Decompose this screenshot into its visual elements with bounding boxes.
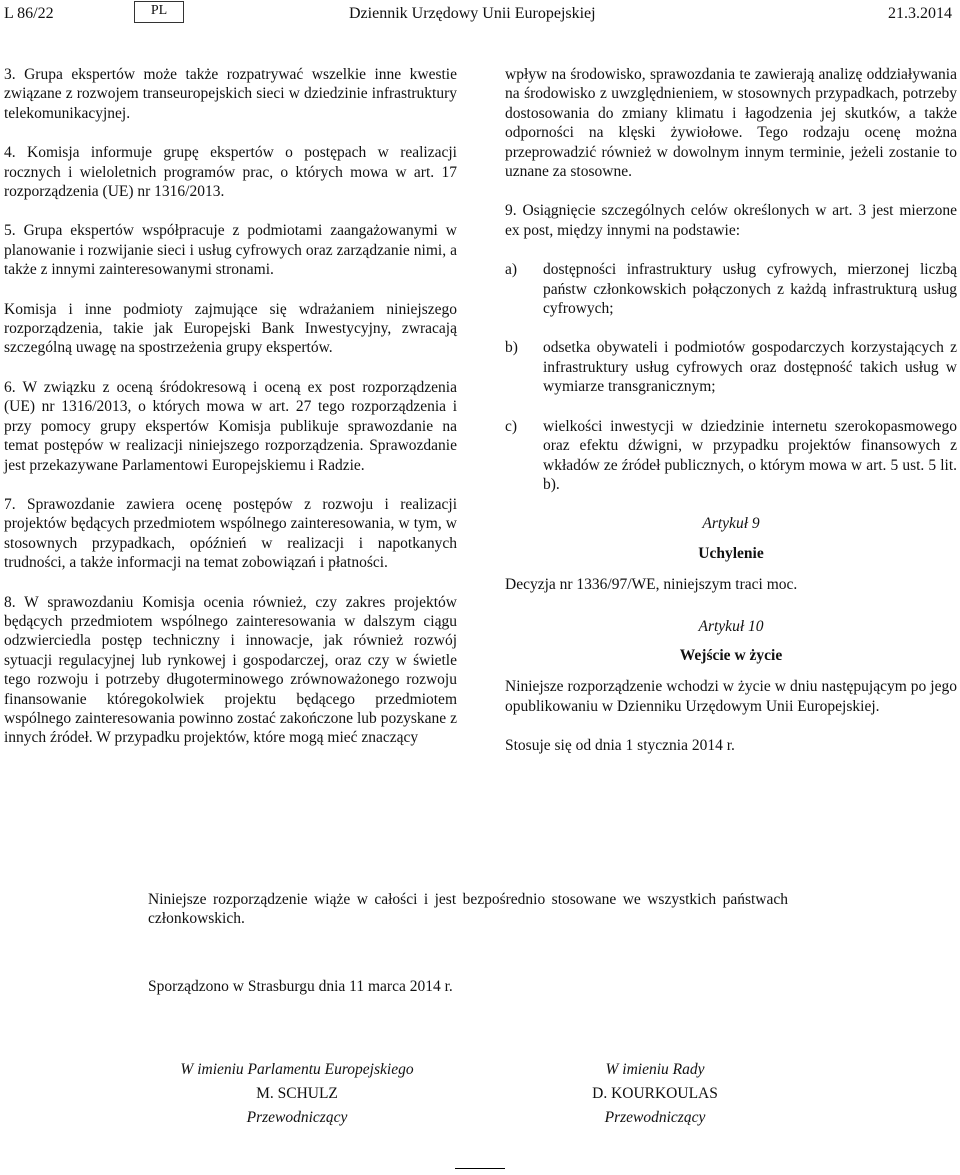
list-item-text: odsetka obywateli i podmiotów gospodarczych korzystających z infrastruktury usług cyfrowych oraz dostępność takich usług w wymiarze transgranicznym; (543, 339, 957, 396)
left-column (4, 65, 457, 748)
application-date-text: Stosuje się od dnia 1 stycznia 2014 r. (505, 737, 735, 755)
list-item-label: c) (505, 417, 518, 435)
paragraph-5-continued: Komisja i inne podmioty zajmujące się wdrażaniem niniejszego rozporządzenia, takie jak Europejski Bank Inwestycyjny, zwracają szczególną uwagę na spostrzeżenia grupy ekspertów. (4, 300, 457, 357)
paragraph-8-continued: wpływ na środowisko, sprawozdania te zawierają analizę oddziaływania na środowisko z uwzględnieniem, w stosownych przypadkach, potrzeby dostosowania do zmiany klimatu i łagodzenia jej skutków, a także odporności na klęski żywiołowe. Tego rodzaju ocenę można przeprowadzić również w dowolnym innym terminie, jeżeli zostanie to uznane za stosowne. (505, 66, 957, 181)
signatory-name: M. SCHULZ (256, 1085, 338, 1102)
journal-title: Dziennik Urzędowy Unii Europejskiej (349, 5, 596, 22)
paragraph-7: 7. Sprawozdanie zawiera ocenę postępów z rozwoju i realizacji projektów będących przedmiotem wspólnego zainteresowania, w tym, w stosownych przypadkach, opóźnień w realizacji i napotkanych trudności, a także informacji na temat zobowiązań i płatności. (4, 495, 457, 572)
list-item (505, 417, 957, 495)
paragraph-3: 3. Grupa ekspertów może także rozpatrywać wszelkie inne kwestie związane z rozwojem transeuropejskich sieci w dziedzinie infrastruktury telekomunikacyjnej. (4, 66, 457, 122)
signature-body: W imieniu Parlamentu Europejskiego (180, 1061, 414, 1078)
article-9-heading: Uchylenie (698, 544, 764, 562)
paragraph-9: 9. Osiągnięcie szczególnych celów określonych w art. 3 jest mierzone ex post, między innymi na podstawie: (505, 202, 957, 239)
article-9-title: Artykuł 9 (702, 515, 760, 533)
paragraph-5: 5. Grupa ekspertów współpracuje z podmiotami zaangażowanymi w planowanie i rozwijanie sieci i usług cyfrowych oraz zarządzanie nimi, a także z innymi zainteresowanymi stronami. (4, 222, 457, 279)
paragraph-8: 8. W sprawozdaniu Komisja ocenia również, czy zakres projektów będących przedmiotem wspólnego zainteresowania w dalszym ciągu odzwierciedla postęp techniczny i innowacje, jak również rozwój sytuacji regulacyjnej lub rynkowej i gospodarczej, oraz czy w świetle tego rozwoju i potrzeby długoterminowego zrównoważonego rozwoju finansowanie któregokolwiek projektu będącego przedmiotem wspólnego zainteresowania powinno zostać zakończone lub pozyskane z innych źródeł. W przypadku projektów, które mogą mieć znaczący (4, 593, 457, 747)
paragraph-6: 6. W związku z oceną śródokresową i oceną ex post rozporządzenia (UE) nr 1316/2013, o których mowa w art. 27 tego rozporządzenia i przy pomocy grupy ekspertów Komisja publikuje sprawozdanie na temat postępów w realizacji niniejszego rozporządzenia. Sprawozdanie jest przekazywane Parlamentowi Europejskiemu i Radzie. (4, 378, 457, 474)
article-10-title: Artykuł 10 (698, 617, 764, 635)
signature-parliament (132, 1058, 462, 1130)
list-item (505, 338, 957, 396)
criteria-list (505, 260, 957, 494)
language-badge: PL (134, 1, 184, 23)
signature-body: W imieniu Rady (605, 1061, 705, 1078)
paragraph-4: 4. Komisja informuje grupę ekspertów o postępach w realizacji rocznych i wieloletnich programów prac, o których mowa w art. 17 rozporządzenia (UE) nr 1316/2013. (4, 144, 457, 201)
list-item-text: wielkości inwestycji w dziedzinie internetu szerokopasmowego oraz efektu dźwigni, w przypadku projektów finansowych z wkładów ze źródeł publicznych, o którym mowa w art. 5 ust. 5 lit. b). (543, 417, 957, 493)
article-10-text: Niniejsze rozporządzenie wchodzi w życie w dniu następującym po jego opublikowaniu w Dzienniku Urzędowym Unii Europejskiej. (505, 678, 957, 715)
footer-rule (455, 1168, 505, 1169)
publication-date: 21.3.2014 (888, 5, 952, 22)
list-item-label: b) (505, 339, 518, 357)
done-at-clause: Sporządzono w Strasburgu dnia 11 marca 2014 r. (148, 978, 453, 995)
list-item-text: dostępności infrastruktury usług cyfrowych, mierzonej liczbą państw członkowskich połączonych z każdą infrastrukturą usług cyfrowych; (543, 261, 957, 318)
list-item-label: a) (505, 261, 518, 279)
binding-clause: Niniejsze rozporządzenie wiąże w całości i jest bezpośrednio stosowane we wszystkich państwach członkowskich. (148, 891, 788, 928)
list-item (505, 260, 957, 318)
page-reference: L 86/22 (4, 5, 54, 22)
signatory-role: Przewodniczący (246, 1109, 348, 1126)
signatory-role: Przewodniczący (604, 1109, 706, 1126)
signatory-name: D. KOURKOULAS (592, 1085, 718, 1102)
article-10-heading: Wejście w życie (679, 646, 783, 664)
page-header (0, 0, 960, 30)
article-9-text: Decyzja nr 1336/97/WE, niniejszym traci moc. (505, 576, 798, 594)
right-column (505, 65, 957, 756)
signature-council (490, 1058, 820, 1130)
